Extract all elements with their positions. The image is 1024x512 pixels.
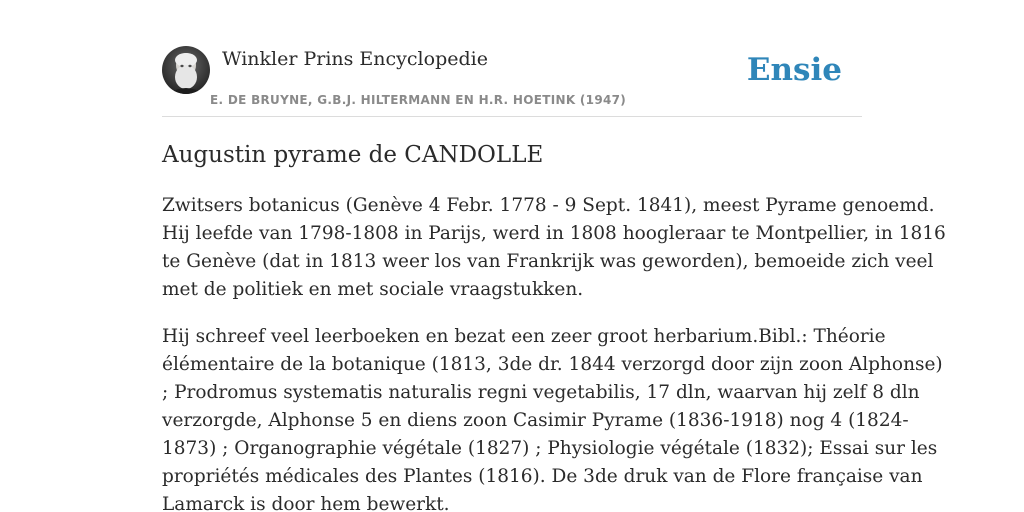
- paragraph: [162, 192, 946, 304]
- text-line: Hij schreef veel leerboeken en bezat een zeer groot herbarium.Bibl.: Théorie: [162, 326, 886, 347]
- text-line: Lamarck is door hem bewerkt.: [162, 494, 450, 512]
- paragraph-gap: [162, 304, 862, 323]
- author-avatar[interactable]: [162, 46, 210, 94]
- source-authors: E. DE BRUYNE, G.B.J. HILTERMANN EN H.R. HOETINK (1947): [210, 93, 627, 107]
- article-title: Augustin pyrame de CANDOLLE: [162, 142, 544, 168]
- author-portrait-icon: [162, 46, 210, 94]
- text-line: verzorgde, Alphonse 5 en diens zoon Casimir Pyrame (1836-1918) nog 4 (1824-: [162, 410, 909, 431]
- text-line: élémentaire de la botanique (1813, 3de dr. 1844 verzorgd door zijn zoon Alphonse): [162, 354, 943, 375]
- text-line: 1873) ; Organographie végétale (1827) ; Physiologie végétale (1832); Essai sur les: [162, 438, 938, 459]
- source-title[interactable]: Winkler Prins Encyclopedie: [222, 48, 488, 70]
- source-header: [162, 44, 862, 117]
- text-line: te Genève (dat in 1813 weer los van Frankrijk was geworden), bemoeide zich veel: [162, 251, 934, 272]
- brand-logo[interactable]: Ensie: [746, 52, 842, 88]
- text-line: Zwitsers botanicus (Genève 4 Febr. 1778 - 9 Sept. 1841), meest Pyrame genoemd.: [162, 195, 935, 216]
- paragraph: [162, 323, 943, 512]
- text-line: ; Prodromus systematis naturalis regni vegetabilis, 17 dln, waarvan hij zelf 8 dln: [162, 382, 920, 403]
- article-body: [162, 192, 946, 512]
- text-line: met de politiek en met sociale vraagstukken.: [162, 279, 584, 300]
- text-line: propriétés médicales des Plantes (1816). De 3de druk van de Flore française van: [162, 466, 923, 487]
- text-line: Hij leefde van 1798-1808 in Parijs, werd in 1808 hoogleraar te Montpellier, in 1816: [162, 223, 946, 244]
